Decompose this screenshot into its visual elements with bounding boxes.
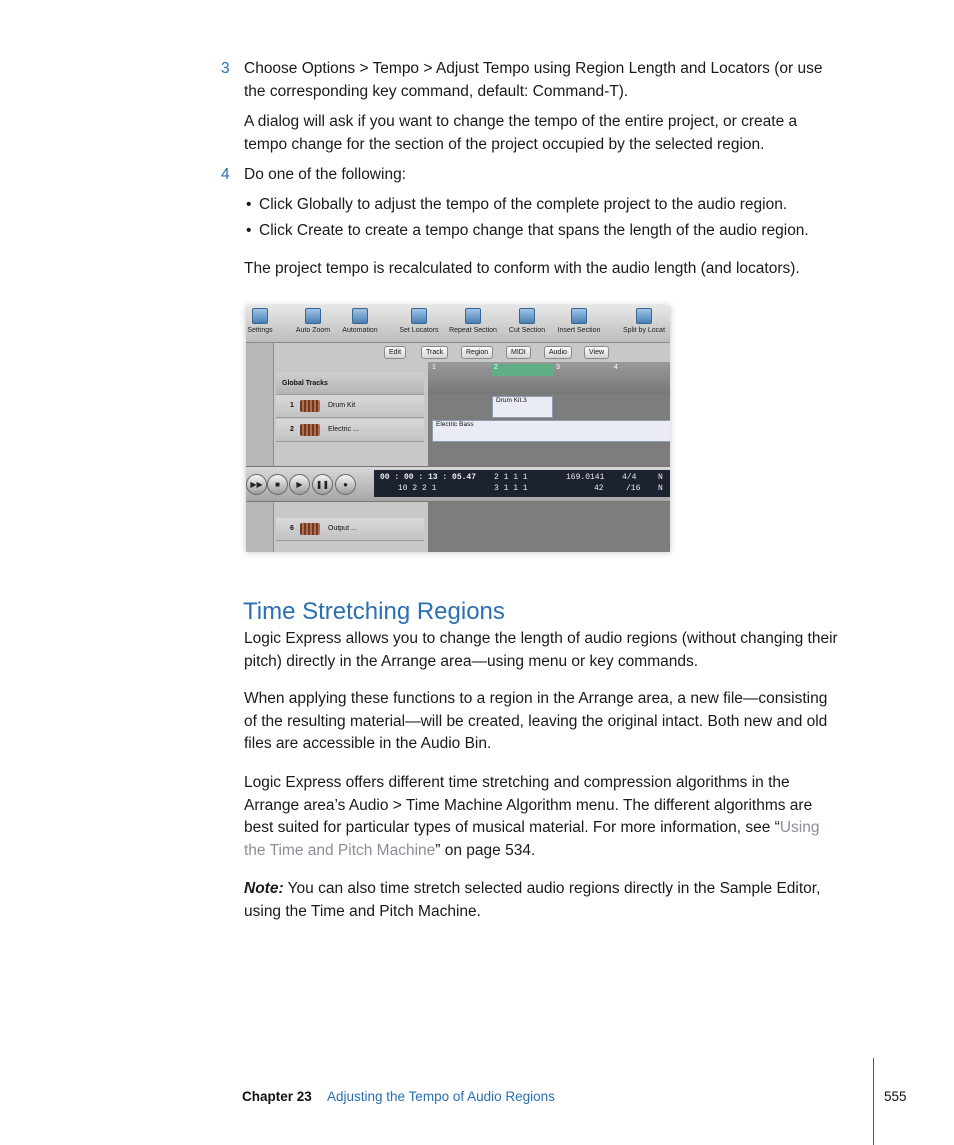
- play-icon: ▶: [289, 474, 310, 495]
- footer-divider: [873, 1058, 874, 1145]
- track-row: 1 Drum Kit: [276, 395, 424, 418]
- track-row: 2 Electric ...: [276, 419, 424, 442]
- audio-waveform-icon: [300, 400, 320, 412]
- global-tracks-header: Global Tracks: [276, 372, 424, 395]
- toolbar-cut-section: Cut Section: [497, 308, 557, 334]
- repeat-section-icon: [465, 308, 481, 324]
- settings-icon: [252, 308, 268, 324]
- section-paragraph-1: Logic Express allows you to change the length of audio regions (without changing their pitch) directly in the Arrange area—using menu or key commands.: [244, 630, 838, 670]
- section-paragraph-2: When applying these functions to a region in the Arrange area, a new file—consisting of the resulting material—will be created, leaving the original intact. Both new and old files are accessible in the Audio Bin.: [244, 690, 828, 753]
- menu-midi: MIDI: [506, 346, 531, 359]
- cross-reference-link[interactable]: Using the Time and Pitch Machine: [244, 819, 820, 860]
- bar-ruler: 1 2 3 4: [428, 362, 670, 394]
- region-drum-kit: Drum Kit.3: [492, 396, 553, 418]
- step-number-4: 4: [221, 166, 230, 183]
- automation-icon: [352, 308, 368, 324]
- split-icon: [636, 308, 652, 324]
- cycle-region: 2: [492, 364, 554, 376]
- arrange-toolbar: [246, 306, 670, 343]
- toolbar-split-by-locators: Split by Locat: [614, 308, 670, 334]
- stop-icon: ■: [267, 474, 288, 495]
- menu-region: Region: [461, 346, 493, 359]
- toolbar-settings: Settings: [246, 308, 290, 334]
- toolbar-auto-zoom: Auto Zoom: [283, 308, 343, 334]
- section-heading: Time Stretching Regions: [243, 598, 505, 625]
- toolbar-repeat-section: Repeat Section: [443, 308, 503, 334]
- section-paragraph-3: Logic Express offers different time stretching and compression algorithms in the Arrange area’s Audio > Time Machine Algorithm menu. The different algorithms are best suited for particular types of musical material. For more information, see “Using the Time and Pitch Machine” on page 534.: [244, 774, 820, 860]
- section-note: Note: You can also time stretch selected audio regions directly in the Sample Editor, using the Time and Pitch Machine.: [244, 880, 821, 920]
- result-text: The project tempo is recalculated to conform with the audio length (and locators).: [244, 260, 800, 277]
- pause-icon: ❚❚: [312, 474, 333, 495]
- toolbar-automation: Automation: [330, 308, 390, 334]
- inspector-column: [246, 343, 274, 552]
- logic-arrange-screenshot: [246, 306, 670, 552]
- menu-edit: Edit: [384, 346, 406, 359]
- step-3-note: A dialog will ask if you want to change the tempo of the entire project, or create a tempo change for the section of the project occupied by the selected region.: [244, 113, 798, 153]
- bullet-item-globally: • Click Globally to adjust the tempo of the complete project to the audio region.: [246, 196, 788, 213]
- zoom-icon: [305, 308, 321, 324]
- toolbar-set-locators: Set Locators: [389, 308, 449, 334]
- cut-section-icon: [519, 308, 535, 324]
- region-electric-bass: Electric Bass: [432, 420, 670, 442]
- bullet-item-create: • Click Create to create a tempo change that spans the length of the audio region.: [246, 222, 809, 239]
- footer-chapter-title: Adjusting the Tempo of Audio Regions: [327, 1089, 555, 1104]
- audio-waveform-icon: [300, 424, 320, 436]
- transport-bar: [246, 466, 670, 502]
- local-menu-bar: [274, 346, 670, 360]
- toolbar-insert-section: Insert Section: [549, 308, 609, 334]
- menu-track: Track: [421, 346, 448, 359]
- menu-audio: Audio: [544, 346, 572, 359]
- audio-waveform-icon: [300, 523, 320, 535]
- transport-lcd: 00 : 00 : 13 : 05.47 10 2 2 1 2 1 1 1 3 1 1 1 169.0141 42 4/4 /16 N N: [374, 470, 670, 497]
- footer-chapter: Chapter 23: [242, 1089, 312, 1104]
- set-locators-icon: [411, 308, 427, 324]
- step-number-3: 3: [221, 60, 230, 77]
- step-4-text: Do one of the following:: [244, 166, 406, 183]
- insert-section-icon: [571, 308, 587, 324]
- track-row: 6 Output ...: [276, 518, 424, 541]
- record-icon: ●: [335, 474, 356, 495]
- page-number: 555: [884, 1089, 907, 1104]
- step-3-text: Choose Options > Tempo > Adjust Tempo using Region Length and Locators (or use the corresponding key command, default: Command-T).: [244, 60, 823, 100]
- forward-icon: ▶▶: [246, 474, 267, 495]
- menu-view: View: [584, 346, 609, 359]
